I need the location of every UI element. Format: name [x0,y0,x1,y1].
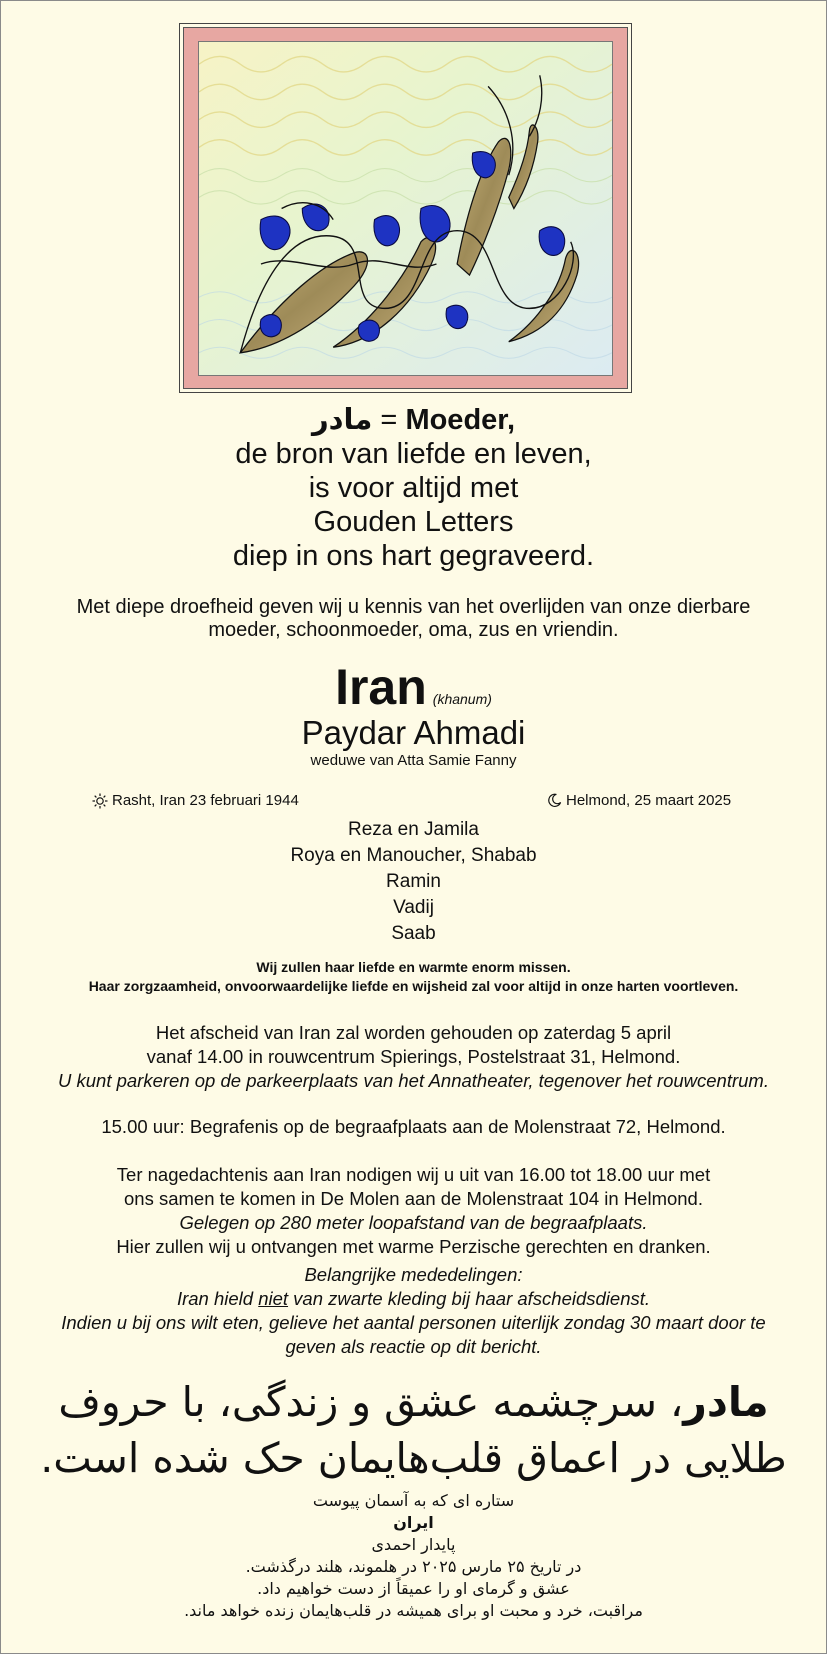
notices-line-2: Indien u bij ons wilt eten, gelieve het aantal personen uiterlijk zondag 30 maart door te [61,1312,766,1333]
poem-line-1 [0,403,827,437]
artwork-mat [183,27,628,389]
family-member: Roya en Manoucher, Shabab [290,845,537,866]
farsi-poem-line-1-rest: ، سرچشمه عشق و زندگی، با حروف [58,1378,684,1426]
farsi-notice-surname: پایدار احمدی [371,1535,456,1554]
deceased-title: (khanum) [432,691,492,707]
farsi-poem [0,1374,827,1486]
memory-line-3: Gelegen op 280 meter loopafstand van de begraafplaats. [179,1212,648,1233]
death-date [547,792,731,809]
announcement-intro [0,596,827,642]
birth-date-text: Rasht, Iran 23 februari 1944 [112,792,299,809]
memory-line-4: Hier zullen wij u ontvangen met warme Perzische gerechten en dranken. [116,1236,711,1257]
farsi-poem-bold-word: مادر [683,1378,769,1426]
deceased-first-name-line [0,658,827,716]
calligraphy-artwork-frame [179,23,632,393]
farewell-line-2: vanaf 14.00 in rouwcentrum Spierings, Postelstraat 31, Helmond. [146,1046,681,1067]
miss-line-2: Haar zorgzaamheid, onvoorwaardelijke liefde en wijsheid zal voor altijd in onze harten voortleven. [88,978,739,994]
farewell-details [0,1021,827,1093]
notices-heading: Belangrijke mededelingen: [304,1264,523,1285]
poem-line-2: de bron van liefde en leven, [235,438,592,470]
moon-icon [547,793,562,808]
farsi-notice-line-5: عشق و گرمای او را عمیقاً از دست خواهیم داد. [257,1579,570,1598]
family-member: Saab [391,923,436,944]
poem-line-5: diep in ons hart gegraveerd. [232,540,595,572]
intro-line-1: Met diepe droefheid geven wij u kennis van het overlijden van onze dierbare [76,596,751,618]
birth-date [92,792,299,809]
farsi-poem-line-1 [0,1374,827,1430]
farsi-notice [0,1490,827,1622]
farewell-line-1: Het afscheid van Iran zal worden gehouden op zaterdag 5 april [155,1022,672,1043]
calligraphy-artwork [198,41,613,376]
deceased-first-name: Iran [335,659,427,715]
poem-equals: = [372,404,406,436]
farsi-notice-line-1: ستاره ای که به آسمان پیوست [312,1491,515,1510]
memorial-gathering [0,1163,827,1259]
farsi-notice-line-6: مراقبت، خرد و محبت او برای همیشه در قلب‌هایمان زنده خواهد ماند. [184,1601,643,1620]
sun-icon [92,793,108,809]
family-member: Reza en Jamila [348,819,479,840]
notices-line-1 [0,1287,827,1311]
family-member: Ramin [386,871,441,892]
memorial-poem [0,403,827,573]
intro-line-2: moeder, schoonmoeder, oma, zus en vriendin. [208,619,619,641]
farewell-line-3: U kunt parkeren op de parkeerplaats van het Annatheater, tegenover het rouwcentrum. [58,1070,769,1091]
widow-of: weduwe van Atta Samie Fanny [310,752,517,769]
notices-line-1-underlined: niet [258,1288,289,1309]
deceased-surname: Paydar Ahmadi [301,714,526,751]
family-list [0,817,827,947]
poem-line-4: Gouden Letters [313,506,514,538]
notices-line-1-pre: Iran hield [176,1288,259,1309]
poem-line-3: is voor altijd met [308,472,519,504]
farsi-notice-line-4: در تاریخ ۲۵ مارس ۲۰۲۵ در هلموند، هلند درگذشت. [245,1557,582,1576]
family-member: Vadij [393,897,434,918]
memory-line-2: ons samen te komen in De Molen aan de Molenstraat 104 in Helmond. [124,1188,703,1209]
miss-message [0,958,827,996]
notices-line-1-post: van zwarte kleding bij haar afscheidsdienst. [288,1288,651,1309]
important-notices [0,1263,827,1359]
farsi-poem-line-2: طلایی در اعماق قلب‌هایمان حک شده است. [40,1434,787,1482]
farsi-notice-name: ایران [393,1513,434,1532]
marbled-calligraphy-image [199,42,612,375]
miss-line-1: Wij zullen haar liefde en warmte enorm missen. [256,959,571,975]
poem-moeder: Moeder, [405,404,516,436]
poem-farsi-word: مادر [311,404,373,436]
burial-details: 15.00 uur: Begrafenis op de begraafplaats aan de Molenstraat 72, Helmond. [101,1116,726,1137]
memory-line-1: Ter nagedachtenis aan Iran nodigen wij u uit van 16.00 tot 18.00 uur met [116,1164,711,1185]
notices-line-3: geven als reactie op dit bericht. [285,1336,542,1357]
death-date-text: Helmond, 25 maart 2025 [566,792,732,809]
